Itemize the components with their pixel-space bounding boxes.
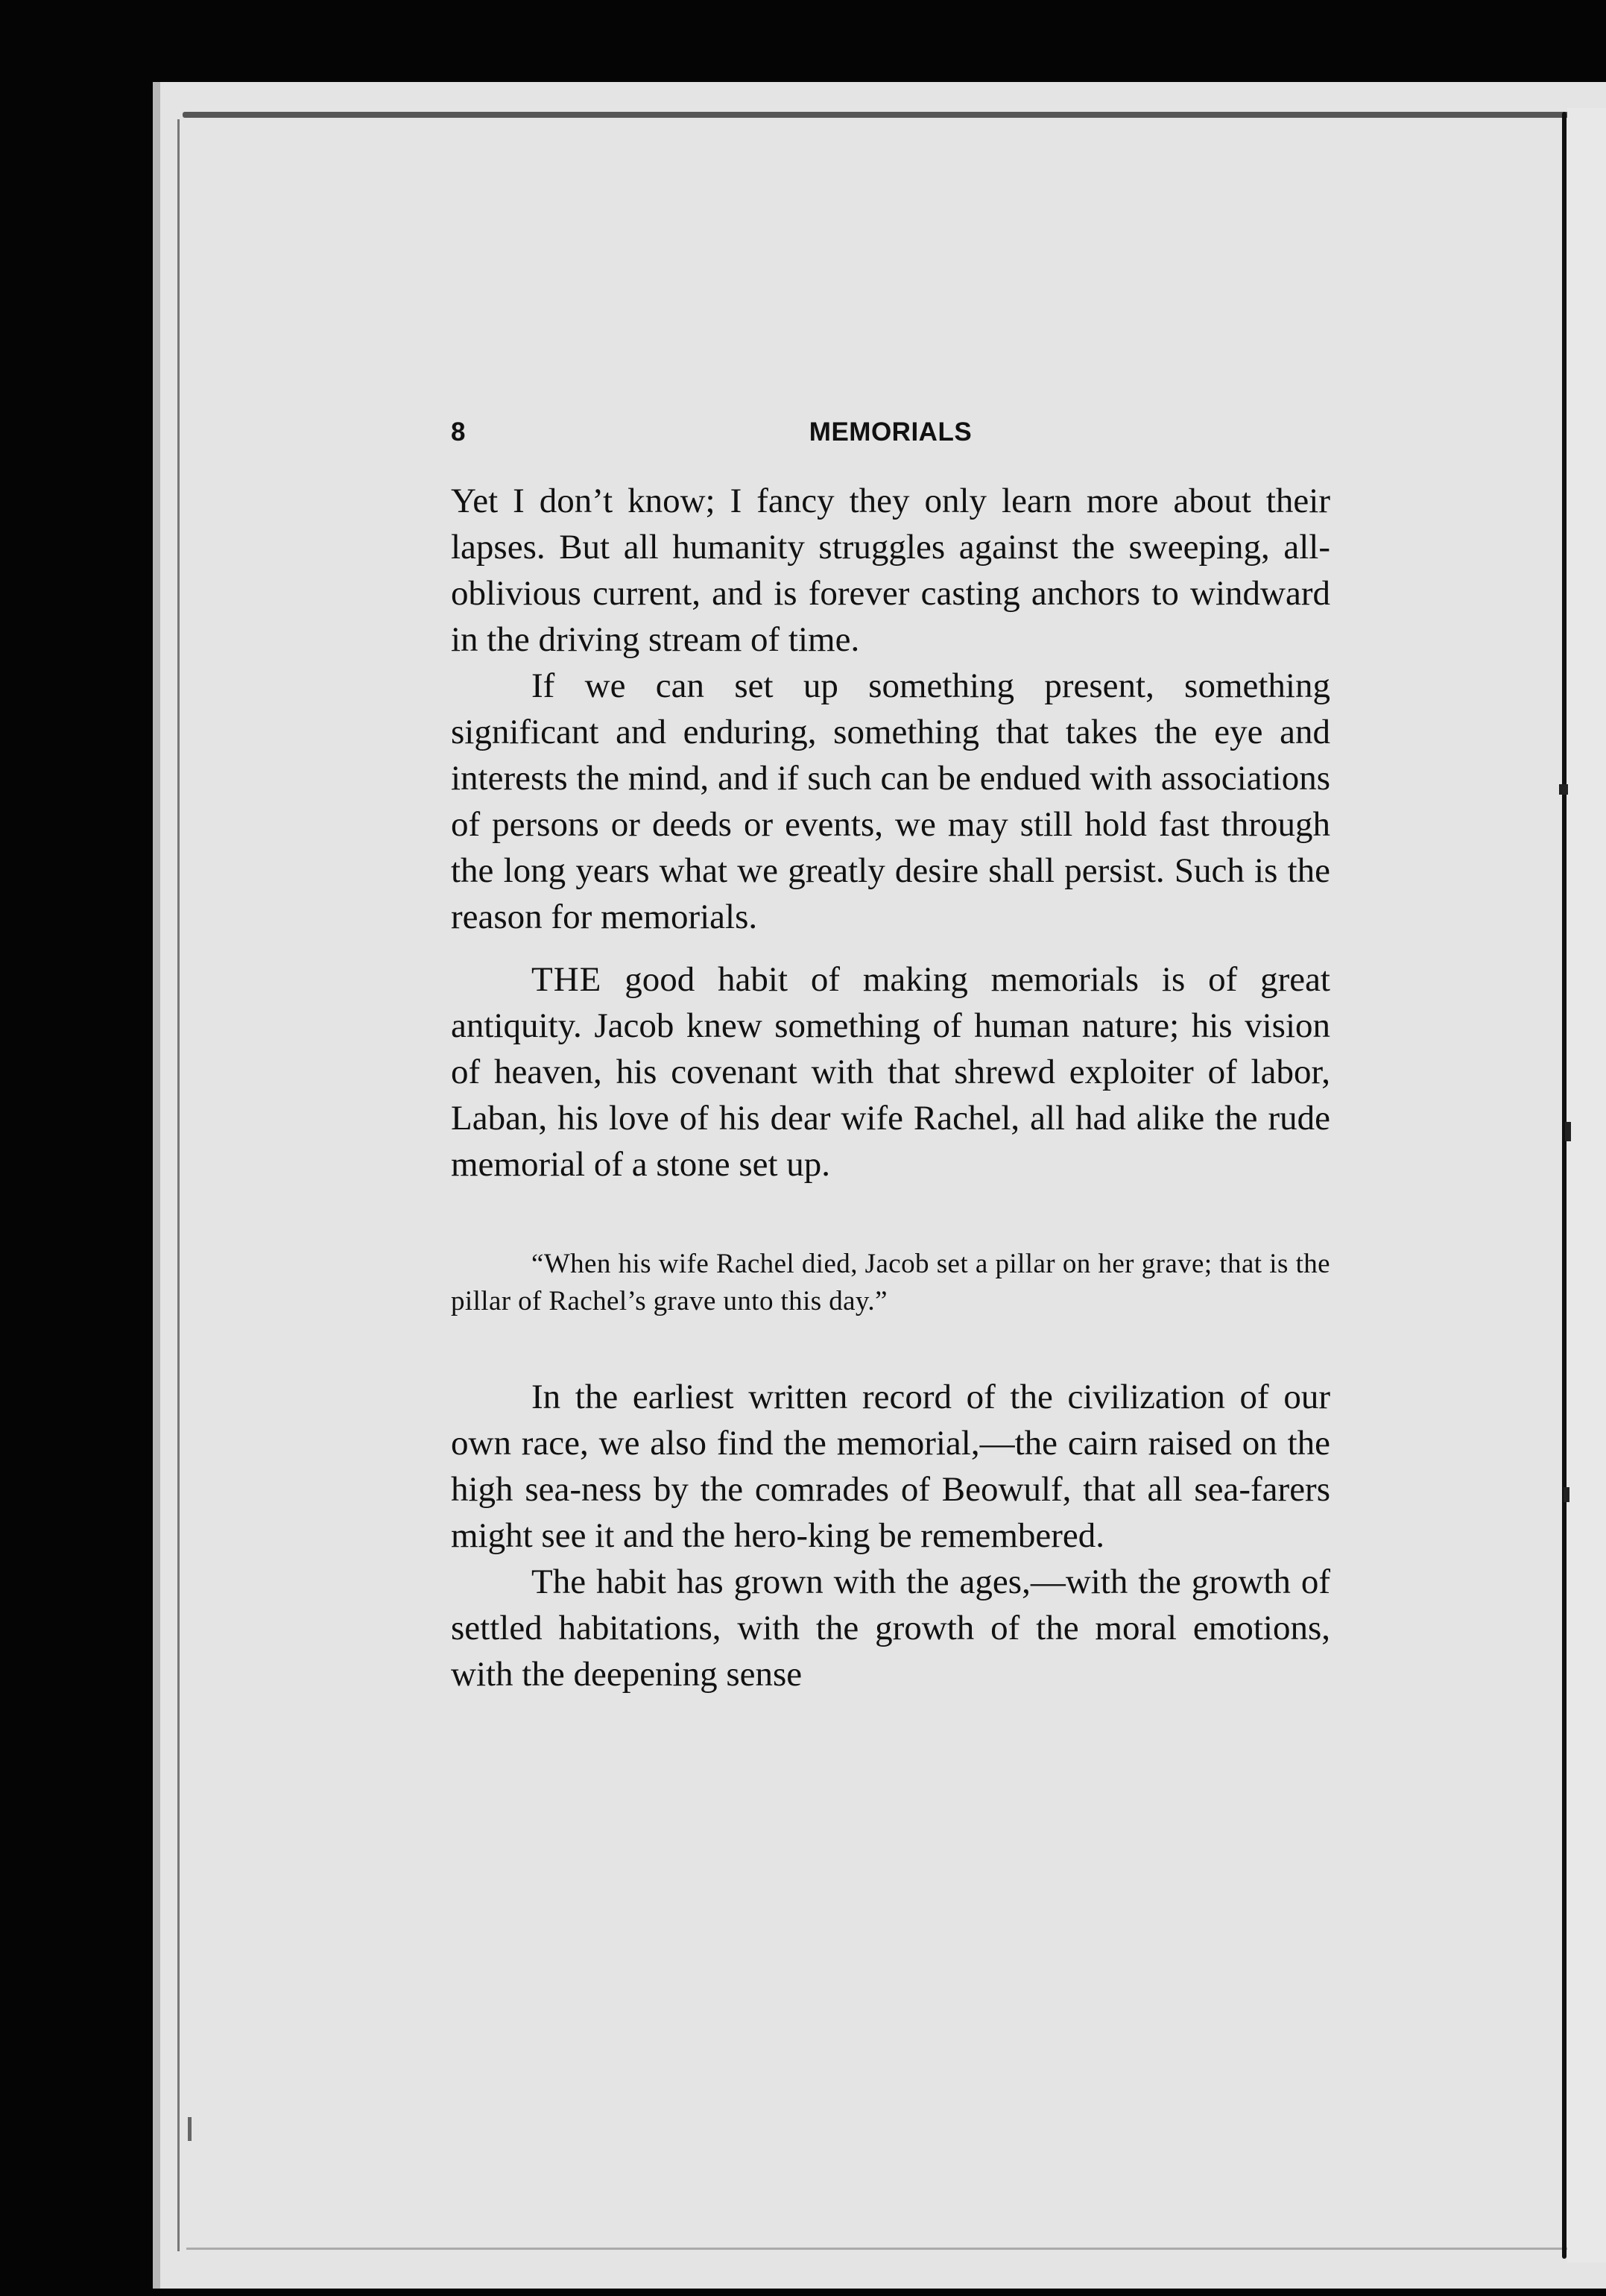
page-bottom-edge [186, 2248, 1587, 2250]
binding-mark [1564, 1487, 1569, 1502]
running-title: MEMORIALS [809, 417, 973, 447]
page-number: 8 [451, 417, 466, 447]
paragraph-good-habit [451, 956, 1330, 1188]
small-caps-lead: THE [531, 960, 602, 999]
paragraph-something-present: If we can set up something present, something significant and enduring, something that takes the eye and interests the mind, and if such can be endued with associations of persons or deeds or events, we may still hold fast through the long years what we greatly desire shall persist. Such is the reason for memorials. [451, 666, 1330, 936]
page-top-edge [183, 112, 1584, 118]
paragraph-good-habit-text: good habit of making memorials is of great antiquity. Jacob knew something of human nature; his vision of heaven, his covenant with that shrewd exploiter of labor, Laban, his love of his dear wife Rachel, all had alike the rude memorial of a stone set up. [451, 960, 1330, 1184]
page-content [451, 417, 1330, 1697]
running-head [451, 417, 1330, 455]
page-left-edge [177, 119, 180, 2251]
binding-strip [1567, 108, 1606, 2262]
binding-mark [1559, 784, 1568, 795]
page-speck [188, 2117, 192, 2141]
paragraph-opening: Yet I don’t know; I fancy they only learn more about their lapses. But all humanity struggles against the sweeping, all-oblivious current, and is forever casting anchors to windward in the driving stream of time. [451, 482, 1330, 659]
paragraph-earliest-record: In the earliest written record of the civilization of our own race, we also find the memorial,—the cairn raised on the high sea-ness by the comrades of Beowulf, that all sea-farers might see it and the hero-king be remembered. [451, 1378, 1330, 1555]
paragraph-habit-grown: The habit has grown with the ages,—with the growth of settled habitations, with the growth of the moral emotions, with the deepening sense [451, 1562, 1330, 1694]
binding-mark [1565, 1122, 1571, 1141]
binding-shadow [1562, 112, 1567, 2259]
scripture-quote: “When his wife Rachel died, Jacob set a pillar on her grave; that is the pillar of Rachel’s grave unto this day.” [451, 1249, 1330, 1316]
